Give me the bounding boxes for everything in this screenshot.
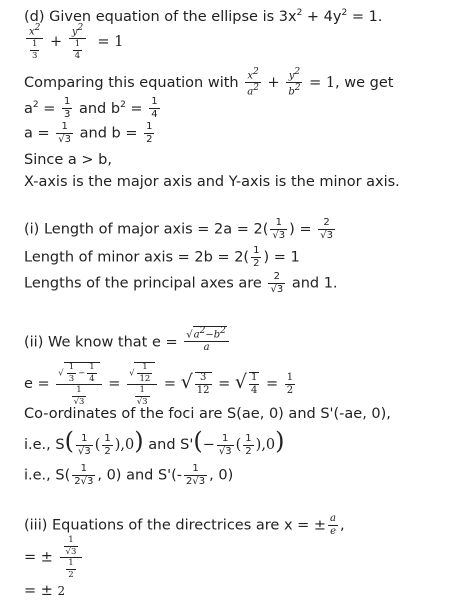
major-axis-line: (i) Length of major axis = 2a = 2( $\frac{1}{√3}$ ) = $\frac{2}{√3}$ (24, 217, 333, 241)
ellipse-equation-line: (d) Given equation of the ellipse is $3x^2 + 4y^2 = 1$. (24, 8, 383, 25)
eccentricity-formula-line: (ii) We know that e = $\frac{√a^2-b^2}{a}$ (24, 326, 231, 353)
directrices-result-line: = ± 2 (24, 583, 66, 599)
foci-statement: Co-ordinates of the foci are S(ae, 0) and S'(-ae, 0), (24, 406, 391, 422)
minor-axis-line: Length of minor axis = 2b = 2( $\frac{1}{2}$ ) = 1 (24, 245, 300, 269)
standard-form-line: $\frac{x^2}{\frac{1}{3}}$ + $\frac{y^2}{\frac{1}{4}}$ = 1 (24, 24, 123, 60)
directrices-calc-line: = ± $\frac{\frac{1}{√3}}{\frac{1}{2}}$ (24, 536, 84, 579)
principal-axes-line: Lengths of the principal axes are $\frac{2}{√3}$ and 1. (24, 271, 338, 295)
a-b-values-line: a = $\frac{1}{√3}$ and b = $\frac{1}{2}$ (24, 121, 153, 145)
axis-statement: X-axis is the major axis and Y-axis is the minor axis. (24, 174, 400, 190)
foci-expanded-line: i.e., S( $\frac{1}{√3}$ ( $\frac{1}{2}$ ),0) and S'(− $\frac{1}{√3}$ ( $\frac{1}{2}$ ),0) (24, 427, 285, 457)
a2-b2-line: $a^2$ = $\frac{1}{3}$ and $b^2$ = $\frac{1}{4}$ (24, 96, 158, 121)
comparing-line: Comparing this equation with $\frac{x^2}{a^2}$ + $\frac{y^2}{b^2}$ = 1, we get (24, 67, 394, 98)
foci-simplified-line: i.e., S( $\frac{1}{2√3}$ , 0) and S'(- $\frac{1}{2√3}$ , 0) (24, 463, 234, 487)
directrices-line: (iii) Equations of the directrices are x = ± $\frac{a}{e}$ , (24, 513, 345, 537)
eccentricity-calc-line: e = √ $\frac{1}{3}$ − $\frac{1}{4}$ $\frac{1}{√3}$ = √ $\frac{1}{12}$ $\frac{1}{√3}$ = √ $\frac{3}{12}$ = √ $\frac{1}{4}$ = $\frac{1}{2}$ (24, 362, 294, 407)
since-line: Since a > b, (24, 152, 112, 168)
